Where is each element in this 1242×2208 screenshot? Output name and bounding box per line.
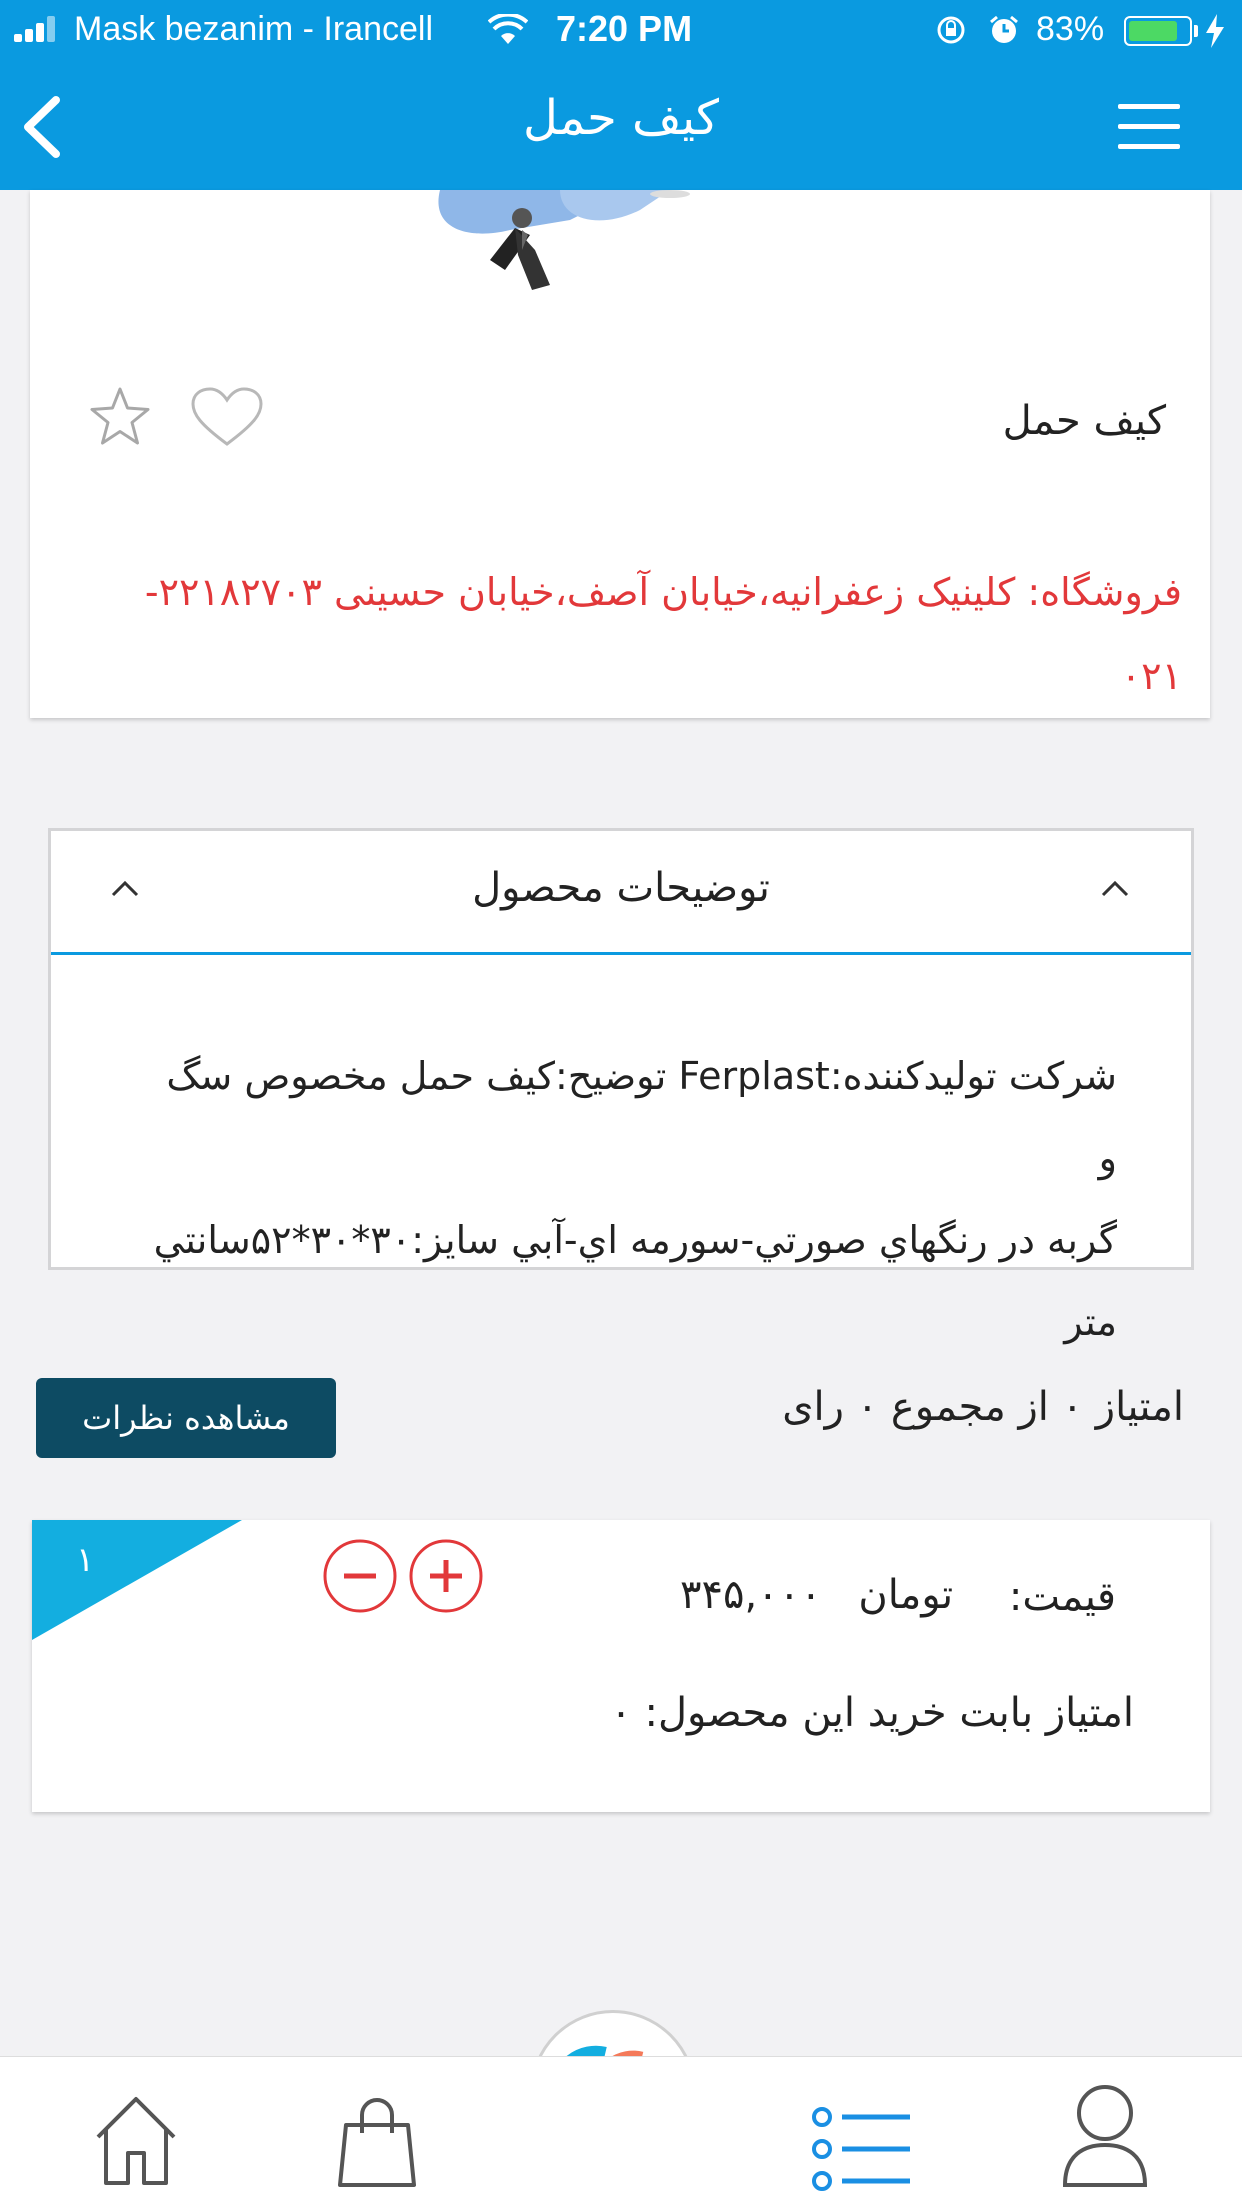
page-title: کیف حمل [522,90,720,146]
list-icon[interactable] [812,2107,912,2191]
product-image[interactable] [410,190,750,300]
description-body [147,1035,1117,1363]
description-title: توضیحات محصول [472,865,770,911]
product-name: کیف حمل [1002,398,1166,444]
product-description-panel [48,828,1194,1344]
price-currency: تومان [858,1572,954,1618]
quantity-ribbon [32,1520,242,1640]
increase-quantity-button[interactable] [408,1538,484,1614]
chevron-up-icon [1097,873,1133,903]
view-comments-button[interactable]: مشاهده نظرات [36,1378,336,1458]
price-value: ۳۴۵,۰۰۰ [680,1572,822,1618]
description-line-2: گربه در رنگهاي صورتي-سورمه اي-آبي سايز:۳۰*۳۰*۵۲سانتي متر [153,1218,1117,1344]
profile-icon[interactable] [1062,2083,1148,2187]
store-address [80,550,1182,718]
price-card [32,1520,1210,1812]
home-icon[interactable] [94,2095,178,2187]
battery-cap [1194,25,1198,37]
navigation-bar [0,62,1242,190]
carrier-name: Mask bezanim - Irancell [74,10,434,48]
rotation-lock-icon [936,14,966,46]
description-header[interactable] [51,831,1191,955]
product-card [30,190,1210,718]
battery-level [1129,21,1177,41]
battery-icon [1124,16,1192,46]
wifi-icon [488,14,528,46]
store-address-line-1: فروشگاه: کلینیک زعفرانیه،خیابان آصف،خیابان حسینی ۲۲۱۸۲۷۰۳- [144,570,1182,614]
clock: 7:20 PM [556,8,693,49]
alarm-icon [988,14,1020,46]
description-line-1: شرکت تولیدکننده:Ferplast توضیح:کیف حمل مخصوص سگ و [166,1054,1117,1180]
heart-icon[interactable] [190,386,264,448]
purchase-points: امتیاز بابت خرید این محصول: ۰ [610,1690,1134,1736]
decrease-quantity-button[interactable] [322,1538,398,1614]
charging-bolt-icon [1204,14,1226,48]
price-label: قیمت: [1008,1574,1116,1620]
rating-summary: امتیاز ۰ از مجموع ۰ رای [782,1384,1184,1430]
bottom-tab-bar [0,2056,1242,2208]
shopping-bag-icon[interactable] [336,2097,418,2189]
battery-percent: 83% [1036,10,1105,48]
status-bar [0,0,1242,62]
star-icon[interactable] [88,386,152,448]
hamburger-menu-icon[interactable] [1118,102,1184,152]
store-address-line-2: ۰۲۱ [1120,654,1182,698]
price-amount [680,1572,953,1618]
cart-quantity: ۱ [76,1540,95,1580]
signal-icon [14,16,64,42]
